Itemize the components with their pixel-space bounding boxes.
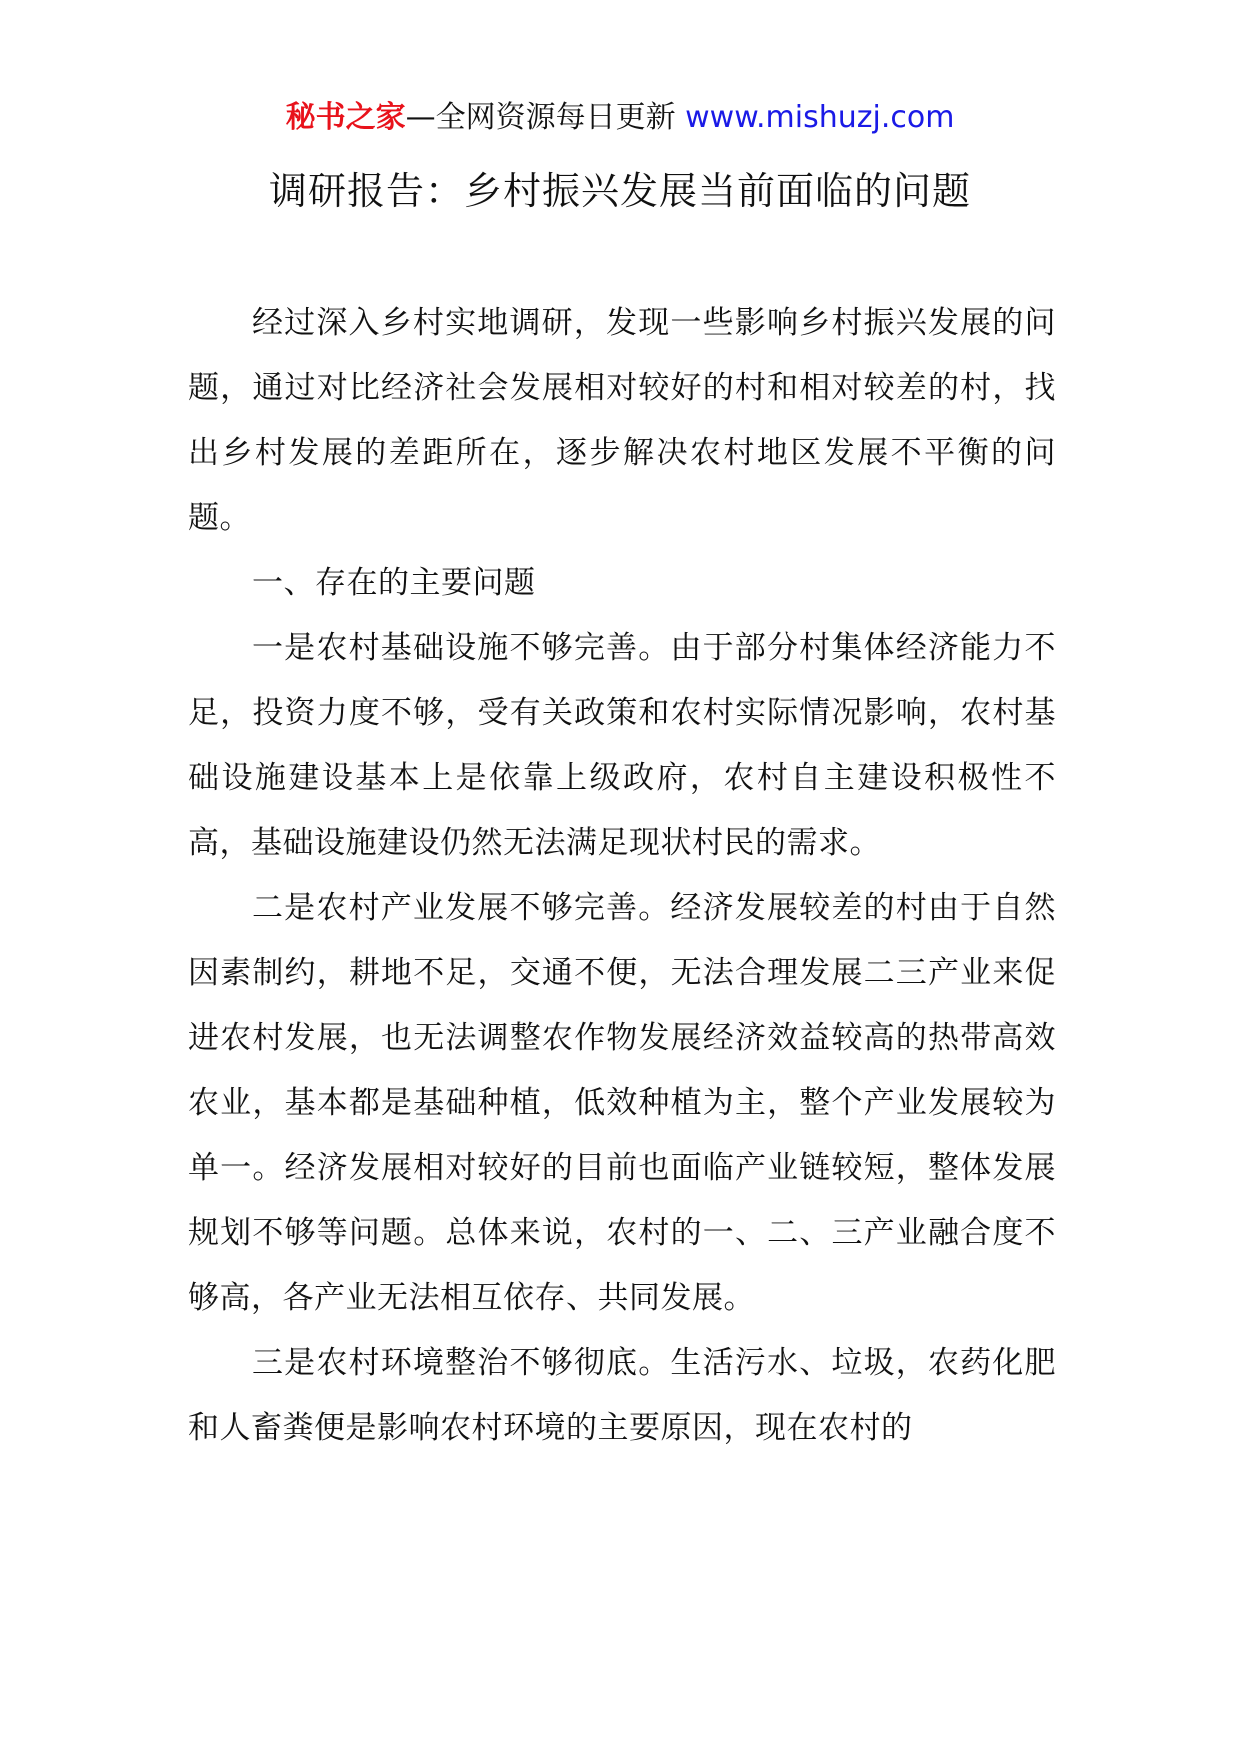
paragraph-point-3: 三是农村环境整治不够彻底。生活污水、垃圾，农药化肥和人畜粪便是影响农村环境的主要原因，现在农村的 <box>188 1345 1056 1446</box>
paragraph-point-1: 一是农村基础设施不够完善。由于部分村集体经济能力不足，投资力度不够，受有关政策和农村实际情况影响，农村基础设施建设基本上是依靠上级政府，农村自主建设积极性不高，基础设施建设仍然无法满足现状村民的需求。 <box>188 630 1056 861</box>
paragraph-point-2: 二是农村产业发展不够完善。经济发展较差的村由于自然因素制约，耕地不足，交通不便，无法合理发展二三产业来促进农村发展，也无法调整农作物发展经济效益较高的热带高效农业，基本都是基础种植，低效种植为主，整个产业发展较为单一。经济发展相对较好的目前也面临产业链较短，整体发展规划不够等问题。总体来说，农村的一、二、三产业融合度不够高，各产业无法相互依存、共同发展。 <box>188 890 1056 1316</box>
site-tagline: —全网资源每日更新 <box>405 100 676 135</box>
brand-name: 秘书之家 <box>285 100 406 135</box>
section-heading: 一、存在的主要问题 <box>252 565 536 601</box>
document-title: 调研报告：乡村振兴发展当前面临的问题 <box>268 169 971 213</box>
document-body <box>188 291 1056 1461</box>
site-url-link[interactable]: www.mishuzj.com <box>685 100 955 135</box>
site-header <box>0 98 1240 138</box>
paragraph-intro: 经过深入乡村实地调研，发现一些影响乡村振兴发展的问题，通过对比经济社会发展相对较好的村和相对较差的村，找出乡村发展的差距所在，逐步解决农村地区发展不平衡的问题。 <box>188 305 1056 536</box>
